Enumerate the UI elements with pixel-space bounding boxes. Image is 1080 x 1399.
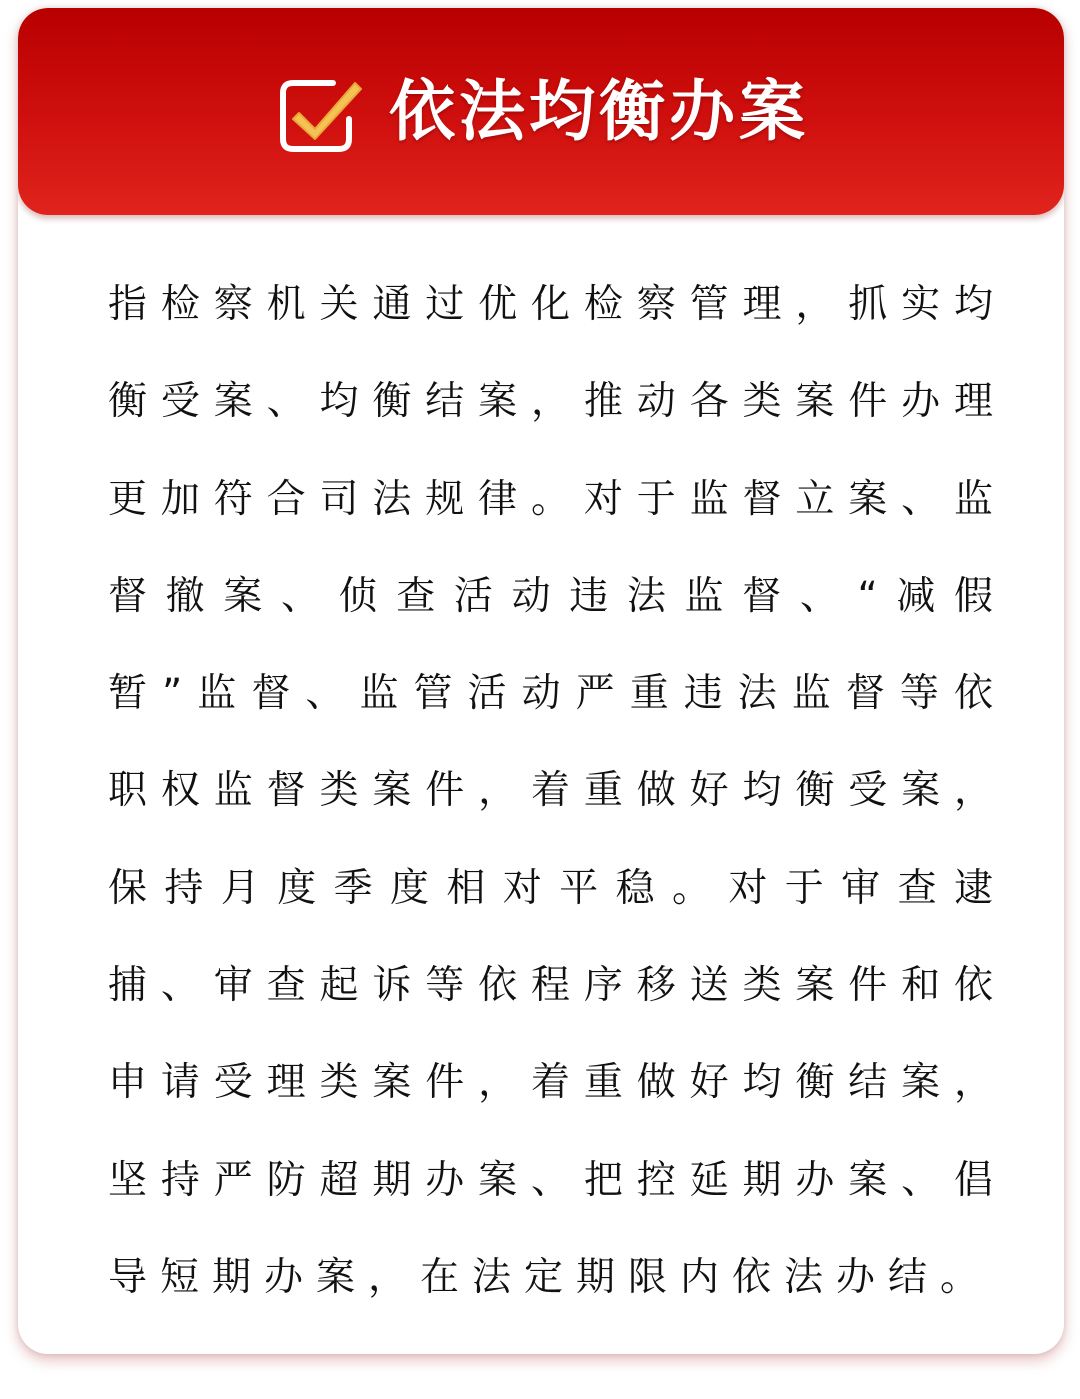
content-card (18, 8, 1064, 1354)
checkbox-checked-icon (273, 69, 365, 161)
header-content (18, 8, 1064, 215)
header-banner (18, 8, 1064, 215)
page-title: 依法均衡办案 (389, 72, 809, 150)
body-paragraph: 指检察机关通过优化检察管理，抓实均衡受案、均衡结案，推动各类案件办理更加符合司法规律。对于监督立案、监督撤案、侦查活动违法监督、“减假暂”监督、监管活动严重违法监督等依职权监督类案件，着重做好均衡受案，保持月度季度相对平稳。对于审查逮捕、审查起诉等依程序移送类案件和依申请受理类案件，着重做好均衡结案，坚持严防超期办案、把控延期办案、倡导短期办案，在法定期限内依法办结。 (108, 282, 1006, 1300)
